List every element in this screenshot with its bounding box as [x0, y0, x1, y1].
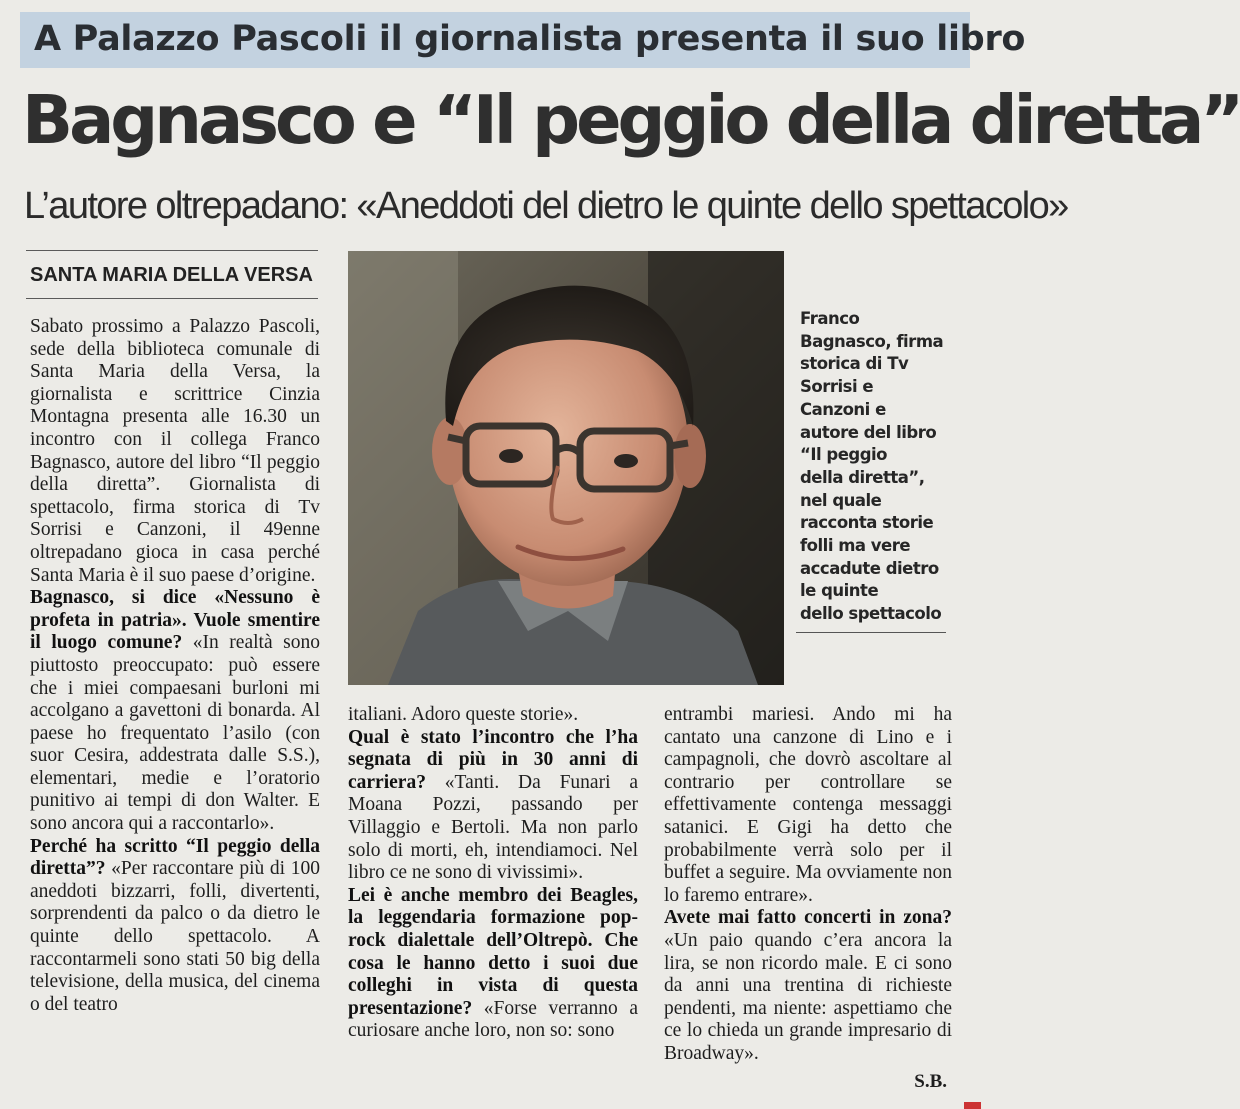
- qa-block-5: [664, 907, 952, 1065]
- qa-block-3: [348, 727, 638, 885]
- qa-block-2: [30, 836, 320, 1017]
- question-2: Perché ha scritto “Il peggio della diretta”?: [30, 835, 320, 880]
- answer-4-continued: entrambi mariesi. Ando mi ha cantato una canzone di Lino e i campagnoli, che dovrò ascoltare al contrario per controllare se effettivamente contenga messaggi satanici. E Gigi ha detto che probabilmente verrà solo per il buffet a seguire. Ma ovviamente non lo faremo entrare».: [664, 704, 952, 906]
- portrait-image: [348, 251, 784, 685]
- photo-caption: [800, 308, 980, 626]
- caption-rule: [796, 632, 946, 633]
- page-edge-marker: [964, 1102, 981, 1109]
- caption-line: “Il peggio: [800, 445, 887, 465]
- question-3: Qual è stato l’incontro che l’ha segnata di più in 30 anni di carriera?: [348, 726, 638, 793]
- dateline: SANTA MARIA DELLA VERSA: [30, 264, 313, 286]
- caption-line: folli ma vere: [800, 536, 911, 556]
- caption-line: le quinte: [800, 581, 879, 601]
- question-1: Bagnasco, si dice «Nessuno è profeta in patria». Vuole smentire il luogo comune?: [30, 587, 320, 654]
- caption-line: nel quale: [800, 490, 882, 510]
- intro-paragraph: Sabato prossimo a Palazzo Pascoli, sede della biblioteca comunale di Santa Maria della Versa, la giornalista e scrittrice Cinzia Montagna presenta alle 16.30 un incontro con il collega Franco Bagnasco, autore del libro “Il peggio della diretta”. Giornalista di spettacolo, firma storica di Tv Sorrisi e Canzoni, il 49enne oltrepadano gioca in casa perché Santa Maria è il suo paese d’origine.: [30, 316, 320, 586]
- caption-line: Sorrisi e: [800, 377, 874, 397]
- caption-line: accadute dietro: [800, 558, 939, 578]
- caption-line: della diretta”,: [800, 467, 925, 487]
- dateline-top-rule: [26, 250, 318, 251]
- caption-line: autore del libro: [800, 422, 937, 442]
- answer-3: «Tanti. Da Funari a Moana Pozzi, passando per Villaggio e Bertoli. Ma non parlo solo di morti, eh, intendiamoci. Nel libro ce ne sono di vivissimi».: [348, 771, 638, 884]
- byline: S.B.: [914, 1071, 947, 1092]
- answer-4: «Forse verranno a curiosare anche loro, non so: sono: [348, 997, 638, 1042]
- dateline-bottom-rule: [26, 298, 318, 299]
- answer-2: «Per raccontare più di 100 aneddoti bizzarri, folli, divertenti, sorprendenti da palco o da dietro le quinte dello spettacolo. A raccontarmeli sono stati 50 big della televisione, della musica, del cinema o del teatro: [30, 858, 320, 1015]
- caption-line: racconta storie: [800, 513, 934, 533]
- headline: Bagnasco e “Il peggio della diretta”: [22, 81, 1240, 159]
- qa-block-4: [348, 885, 638, 1043]
- caption-line: Bagnasco, firma: [800, 331, 944, 351]
- answer-2-continued: italiani. Adoro queste storie».: [348, 704, 579, 725]
- subheadline: L’autore oltrepadano: «Aneddoti del dietro le quinte dello spettacolo»: [24, 185, 1068, 227]
- qa-block-1: [30, 587, 320, 836]
- article-column-1: [30, 316, 320, 1106]
- question-5: Avete mai fatto concerti in zona?: [664, 907, 952, 929]
- caption-line: dello spettacolo: [800, 604, 942, 624]
- author-photo: [348, 251, 784, 685]
- kicker: A Palazzo Pascoli il giornalista presenta il suo libro: [34, 19, 1026, 59]
- article-column-2: [348, 704, 638, 1106]
- caption-line: Franco: [800, 309, 860, 328]
- article-column-3: [664, 704, 952, 1109]
- answer-1: «In realtà sono piuttosto preoccupato: può essere che i miei compaesani burloni mi accolgano a gavettoni di bonarda. Al paese ho frequentato l’asilo (con suor Cesira, addestrata dalle S.S.), elementari, medie e l’oratorio punitivo ai tempi di don Walter. E sono ancora qui a raccontarlo».: [30, 632, 320, 835]
- caption-line: storica di Tv: [800, 354, 909, 374]
- question-4: Lei è anche membro dei Beagles, la leggendaria formazione pop-rock dialettale dell’Oltrepò. Che cosa le hanno detto i suoi due colleghi in vista di questa presentazione?: [348, 884, 638, 1019]
- answer-5: «Un paio quando c’era ancora la lira, se non ricordo male. E ci sono da anni una trentina di richieste pendenti, ma niente: aspettiamo che ce lo chieda un grande impresario di Broadway».: [664, 929, 952, 1064]
- caption-line: Canzoni e: [800, 399, 886, 419]
